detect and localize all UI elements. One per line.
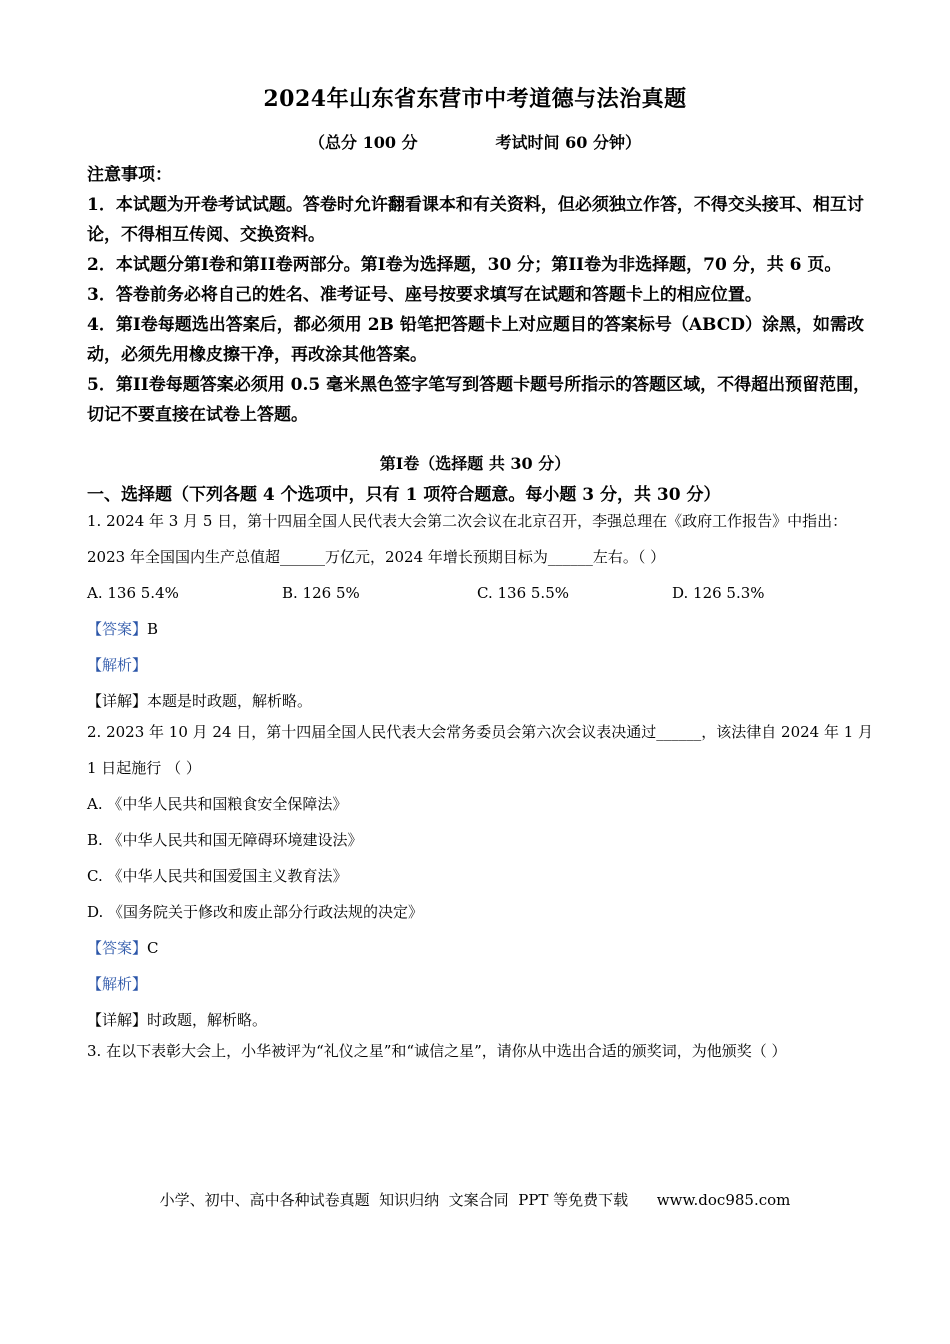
analysis-tag: 【解析】 [87,656,148,674]
analysis-line [87,966,877,1002]
detail-text: 本题是时政题，解析略。 [147,692,313,710]
option-d: D. 126 5.3% [672,584,765,602]
option-b: B. 《中华人民共和国无障碍环境建设法》 [87,831,363,849]
notice-item: 5．第II卷每题答案必须用 0.5 毫米黑色签字笔写到答题卡题号所指示的答题区域，不得超出预留范围，切记不要直接在试卷上答题。 [87,375,871,425]
answer-tag: 【答案】 [87,620,148,638]
option-a: A. 136 5.4% [87,584,179,602]
page-title: 2024年山东省东营市中考道德与法治真题 [263,86,687,112]
question-stem: 2. 2023 年 10 月 24 日，第十四届全国人民代表大会常务委员会第六次会议表决通过______，该法律自 2024 年 1 月 1 日起施行 （ ） [87,723,874,777]
option-a: A. 《中华人民共和国粮食安全保障法》 [87,795,348,813]
section-heading: 第Ⅰ卷（选择题 共 30 分） [379,454,571,473]
detail-tag: 【详解】 [87,692,148,710]
detail-text: 时政题，解析略。 [147,1011,268,1029]
option-d: D. 《国务院关于修改和废止部分行政法规的决定》 [87,903,424,921]
notice-section [87,160,877,430]
analysis-line [87,647,877,683]
answer-tag: 【答案】 [87,939,148,957]
option-c: C. 《中华人民共和国爱国主义教育法》 [87,867,348,885]
question-stem: 3. 在以下表彰大会上，小华被评为“礼仪之星”和“诚信之星”，请你从中选出合适的颁奖词，为他颁奖（ ） [87,1042,787,1060]
answer-value: C [147,939,159,957]
question-3 [87,1033,877,1069]
part-heading: 一、选择题（下列各题 4 个选项中，只有 1 项符合题意。每小题 3 分，共 30 分） [87,485,721,505]
analysis-tag: 【解析】 [87,975,148,993]
exam-info: （总分 100 分 考试时间 60 分钟） [309,133,641,152]
answer-line [87,611,877,647]
option-b: B. 126 5% [282,584,360,602]
question-2 [87,714,877,1038]
question-1 [87,503,877,719]
page-footer: 小学、初中、高中各种试卷真题 知识归纳 文案合同 PPT 等免费下载 www.doc985.com [159,1191,791,1209]
option-row [87,575,877,611]
notice-item: 3．答卷前务必将自己的姓名、准考证号、座号按要求填写在试题和答题卡上的相应位置。 [87,285,762,305]
answer-line [87,930,877,966]
notice-item: 1．本试题为开卷考试试题。答卷时允许翻看课本和有关资料，但必须独立作答，不得交头接耳、相互讨论，不得相互传阅、交换资料。 [87,195,864,245]
notice-item: 2．本试题分第I卷和第II卷两部分。第I卷为选择题，30 分；第II卷为非选择题，70 分，共 6 页。 [87,255,842,275]
detail-tag: 【详解】 [87,1011,148,1029]
question-stem: 1. 2024 年 3 月 5 日，第十四届全国人民代表大会第二次会议在北京召开，李强总理在《政府工作报告》中指出：2023 年全国国内生产总值超______万亿元，2024 年增长预期目标为______左右。（ ） [87,512,848,566]
notice-item: 4．第I卷每题选出答案后，都必须用 2B 铅笔把答题卡上对应题目的答案标号（ABCD）涂黑，如需改动，必须先用橡皮擦干净，再改涂其他答案。 [87,315,864,365]
option-c: C. 136 5.5% [477,584,569,602]
notice-heading: 注意事项： [87,165,172,185]
answer-value: B [147,620,159,638]
